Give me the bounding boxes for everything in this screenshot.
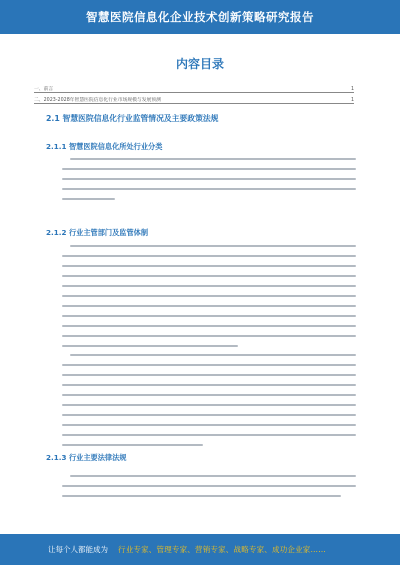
paragraph-laws-regulations [62, 475, 356, 505]
toc-item[interactable] [34, 93, 354, 104]
section-heading-2-1-1: 2.1.1 智慧医院信息化所处行业分类 [46, 142, 163, 151]
toc-item-label: 一、前言 [34, 87, 54, 92]
section-heading-2-1-2: 2.1.2 行业主管部门及监管体制 [46, 228, 149, 237]
section-heading-2-1: 2.1 智慧医院信息化行业监管情况及主要政策法规 [46, 114, 219, 123]
paragraph-regulatory-system [62, 245, 356, 355]
toc-title: 内容目录 [175, 57, 224, 71]
toc-item-page: 1 [350, 98, 354, 103]
report-header-bar [0, 0, 400, 34]
section-heading-2-1-3: 2.1.3 行业主要法律法规 [46, 453, 127, 462]
paragraph-regulatory-detail [62, 354, 356, 454]
footer-lead-text: 让每个人都能成为 [48, 545, 108, 554]
toc-item-page: 1 [350, 87, 354, 92]
toc-item[interactable] [34, 82, 354, 93]
report-title: 智慧医院信息化企业技术创新策略研究报告 [86, 10, 314, 24]
toc-item-label: 二、2023-2028年智慧医院信息化行业市场规模与发展预测 [34, 98, 161, 103]
report-footer-bar [0, 534, 400, 565]
table-of-contents [34, 82, 354, 104]
paragraph-industry-classification [62, 158, 356, 208]
footer-slogan: 行业专家、管理专家、营销专家、战略专家、成功企业家…… [118, 545, 326, 554]
